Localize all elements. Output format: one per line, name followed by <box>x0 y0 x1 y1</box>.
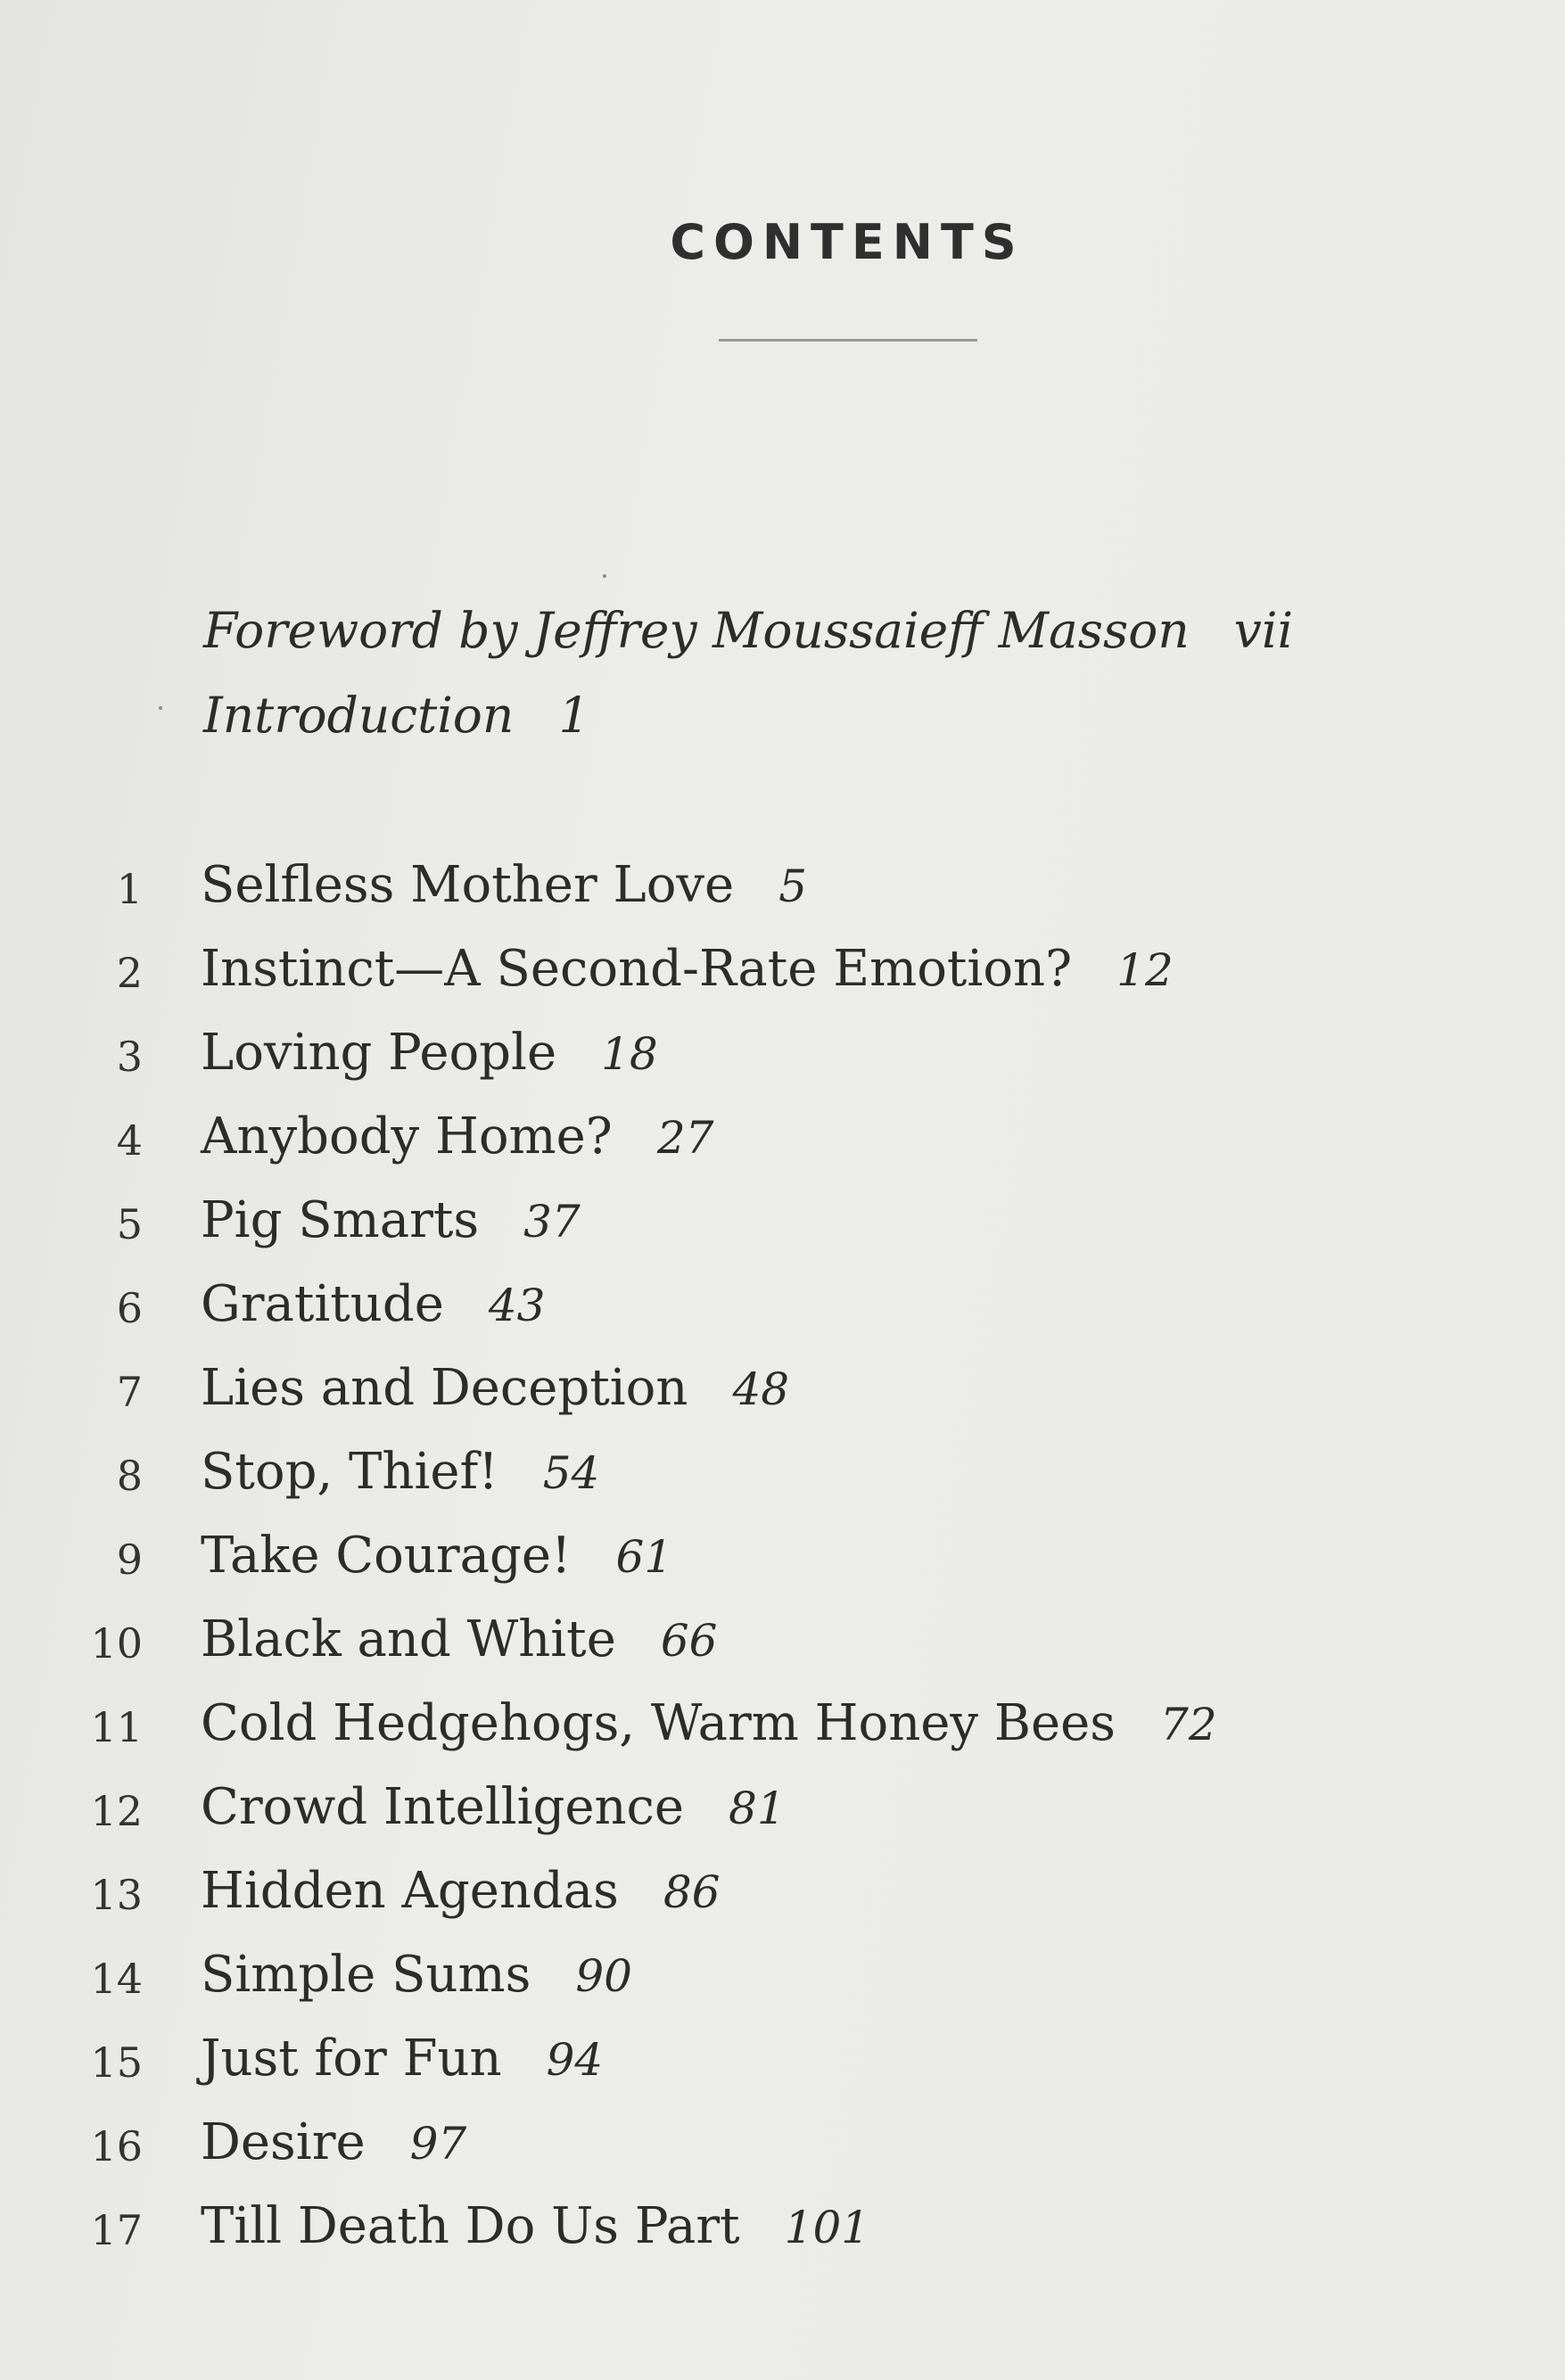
chapter-title: Instinct—A Second-Rate Emotion? <box>201 940 1073 998</box>
chapter-page: 37 <box>523 1196 581 1248</box>
chapter-page: 61 <box>615 1531 673 1583</box>
chapter-number: 6 <box>116 1284 143 1332</box>
contents-heading: CONTENTS <box>670 214 1025 270</box>
heading-rule <box>719 339 977 342</box>
chapter-page: 66 <box>660 1615 718 1667</box>
chapter-page: 94 <box>546 2034 604 2086</box>
chapter-number: 8 <box>116 1452 143 1500</box>
chapter-number: 3 <box>116 1033 143 1081</box>
chapter-title: Just for Fun <box>201 2030 502 2088</box>
chapter-page: 86 <box>663 1866 721 1918</box>
chapter-title: Cold Hedgehogs, Warm Honey Bees <box>201 1694 1116 1752</box>
chapter-title: Desire <box>201 2113 366 2171</box>
paper-speck <box>159 706 162 710</box>
chapter-page: 72 <box>1160 1699 1217 1750</box>
chapter-number: 2 <box>116 949 143 997</box>
chapter-title: Hidden Agendas <box>201 1862 619 1920</box>
chapter-number: 16 <box>90 2122 143 2170</box>
chapter-number: 4 <box>116 1116 143 1165</box>
chapter-number: 1 <box>116 865 143 913</box>
chapter-page: 5 <box>778 861 808 912</box>
chapter-number: 12 <box>90 1787 143 1835</box>
chapter-title: Selfless Mother Love <box>201 856 735 914</box>
front-matter-page: 1 <box>558 687 590 744</box>
chapter-title: Black and White <box>201 1610 616 1668</box>
chapter-title: Lies and Deception <box>201 1359 688 1417</box>
front-matter-title: Introduction <box>203 687 515 744</box>
front-matter-item <box>203 602 1293 659</box>
chapter-title: Take Courage! <box>201 1527 572 1585</box>
chapter-number: 17 <box>90 2206 143 2254</box>
chapter-page: 48 <box>732 1363 790 1415</box>
front-matter-item <box>203 687 589 744</box>
chapter-number: 5 <box>116 1200 143 1248</box>
chapter-number: 11 <box>90 1703 143 1751</box>
chapter-title: Loving People <box>201 1024 557 1082</box>
chapter-number: 13 <box>90 1871 143 1919</box>
chapter-title: Pig Smarts <box>201 1191 480 1249</box>
chapter-page: 27 <box>656 1112 714 1164</box>
chapter-title: Anybody Home? <box>201 1108 613 1165</box>
chapter-page: 18 <box>601 1028 658 1080</box>
chapter-number: 10 <box>90 1619 143 1668</box>
chapter-page: 101 <box>784 2202 870 2253</box>
chapter-title: Gratitude <box>201 1275 444 1333</box>
chapter-page: 81 <box>729 1783 786 1834</box>
chapter-page: 54 <box>542 1447 600 1499</box>
paper-speck <box>603 574 606 578</box>
chapter-number: 15 <box>90 2038 143 2087</box>
chapter-title: Crowd Intelligence <box>201 1778 685 1836</box>
chapter-page: 90 <box>575 1950 632 2002</box>
chapter-title: Stop, Thief! <box>201 1443 498 1501</box>
chapter-number: 9 <box>116 1536 143 1584</box>
chapter-title: Till Death Do Us Part <box>201 2197 740 2255</box>
chapter-page: 43 <box>488 1280 546 1331</box>
chapter-title: Simple Sums <box>201 1946 531 2004</box>
chapter-page: 12 <box>1116 944 1174 996</box>
chapter-number: 14 <box>90 1955 143 2003</box>
front-matter-page: vii <box>1233 602 1294 659</box>
front-matter-title: Foreword by Jeffrey Moussaieff Masson <box>203 602 1190 659</box>
chapter-number: 7 <box>116 1368 143 1416</box>
chapter-page: 97 <box>409 2118 467 2170</box>
